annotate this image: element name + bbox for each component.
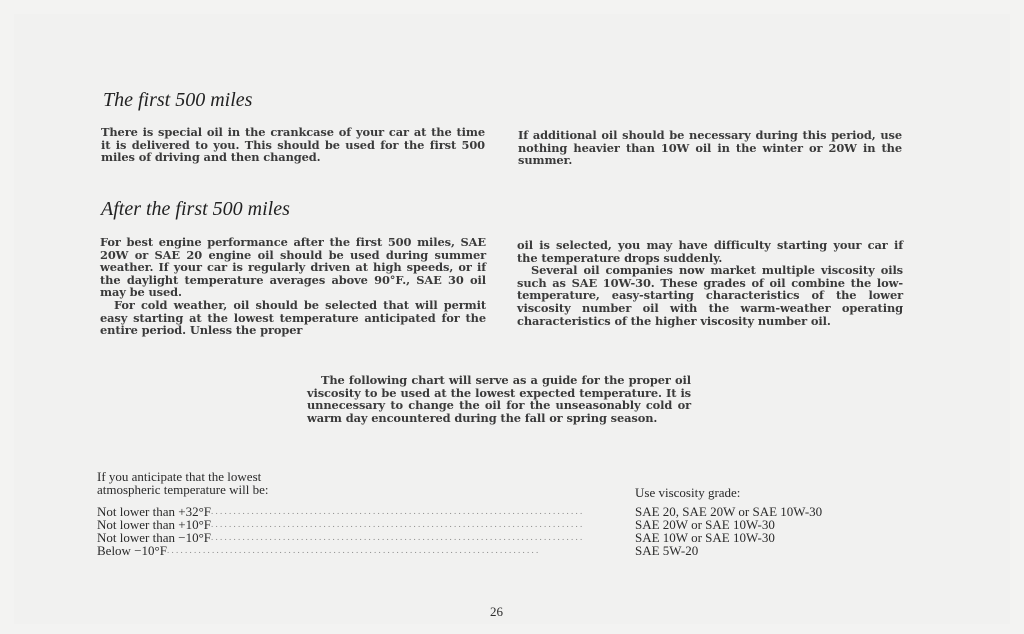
grade-cell: SAE 20W or SAE 10W-30	[635, 517, 775, 532]
paragraph: For best engine performance after the first 500 miles, SAE 20W or SAE 20 engine oil should be used during summer weather. If your car is regularly driven at high speeds, or if the daylight temperature averages above 90°F., SAE 30 oil may be used.	[100, 235, 486, 300]
table-header-right: Use viscosity grade:	[635, 485, 741, 500]
grade-cell: SAE 20, SAE 20W or SAE 10W-30	[635, 504, 823, 519]
paragraph-column-right	[517, 239, 903, 327]
table-header-left-2: atmospheric temperature will be:	[97, 482, 269, 497]
leader-dots: . . . . . . . . . . . . . . . . . . . . . . . . . . . . . . . . . . . . . . . . . . . . . . . . . . . . . . . . . . . . . . . . . . . . . . . . . . . . . . . . . . .	[211, 519, 583, 529]
temperature-cell: Not lower than +10°F	[97, 517, 211, 532]
temperature-cell: Not lower than +32°F	[97, 504, 211, 519]
viscosity-table	[97, 470, 897, 557]
paragraph: Several oil companies now market multiple viscosity oils such as SAE 10W-30. These grades of oil combine the low-temperature, easy-starting characteristics of the lower viscosity number oil with the warm-weather operating characteristics of the higher viscosity number oil.	[517, 263, 903, 328]
grade-cell: SAE 5W-20	[635, 543, 699, 558]
section-heading: The first 500 miles	[103, 89, 253, 111]
table-row	[97, 531, 897, 544]
table-row	[97, 505, 897, 518]
table-row	[97, 518, 897, 531]
leader-dots: . . . . . . . . . . . . . . . . . . . . . . . . . . . . . . . . . . . . . . . . . . . . . . . . . . . . . . . . . . . . . . . . . . . . . . . . . . . . . . . . . . .	[211, 506, 583, 516]
temperature-cell: Not lower than −10°F	[97, 530, 211, 545]
grade-cell: SAE 10W or SAE 10W-30	[635, 530, 775, 545]
temperature-cell: Below −10°F	[97, 543, 167, 558]
paragraph-center: The following chart will serve as a guide for the proper oil viscosity to be used at the lowest expected temperature. It is unnecessary to change the oil for the unseasonably cold or warm day encountered during the fall or spring season.	[307, 373, 691, 425]
leader-dots: . . . . . . . . . . . . . . . . . . . . . . . . . . . . . . . . . . . . . . . . . . . . . . . . . . . . . . . . . . . . . . . . . . . . . . . . . . . . . . . . . . .	[166, 545, 539, 555]
paragraph-column-left	[100, 236, 486, 337]
section-heading: After the first 500 miles	[101, 198, 290, 220]
table-header-left-1: If you anticipate that the lowest	[97, 469, 262, 484]
paragraph: If additional oil should be necessary during this period, use nothing heavier than 10W oil in the winter or 20W in the summer.	[518, 128, 902, 168]
leader-dots: . . . . . . . . . . . . . . . . . . . . . . . . . . . . . . . . . . . . . . . . . . . . . . . . . . . . . . . . . . . . . . . . . . . . . . . . . . . . . . . . . . .	[211, 532, 583, 542]
table-row	[97, 544, 897, 557]
paragraph: For cold weather, oil should be selected that will permit easy starting at the lowest temperature anticipated for the entire period. Unless the proper	[100, 297, 486, 338]
paragraph: There is special oil in the crankcase of your car at the time it is delivered to you. This should be used for the first 500 miles of driving and then changed.	[101, 125, 485, 165]
paragraph: oil is selected, you may have difficulty starting your car if the temperature drops suddenly.	[517, 238, 903, 265]
page-number: 26	[490, 604, 503, 619]
